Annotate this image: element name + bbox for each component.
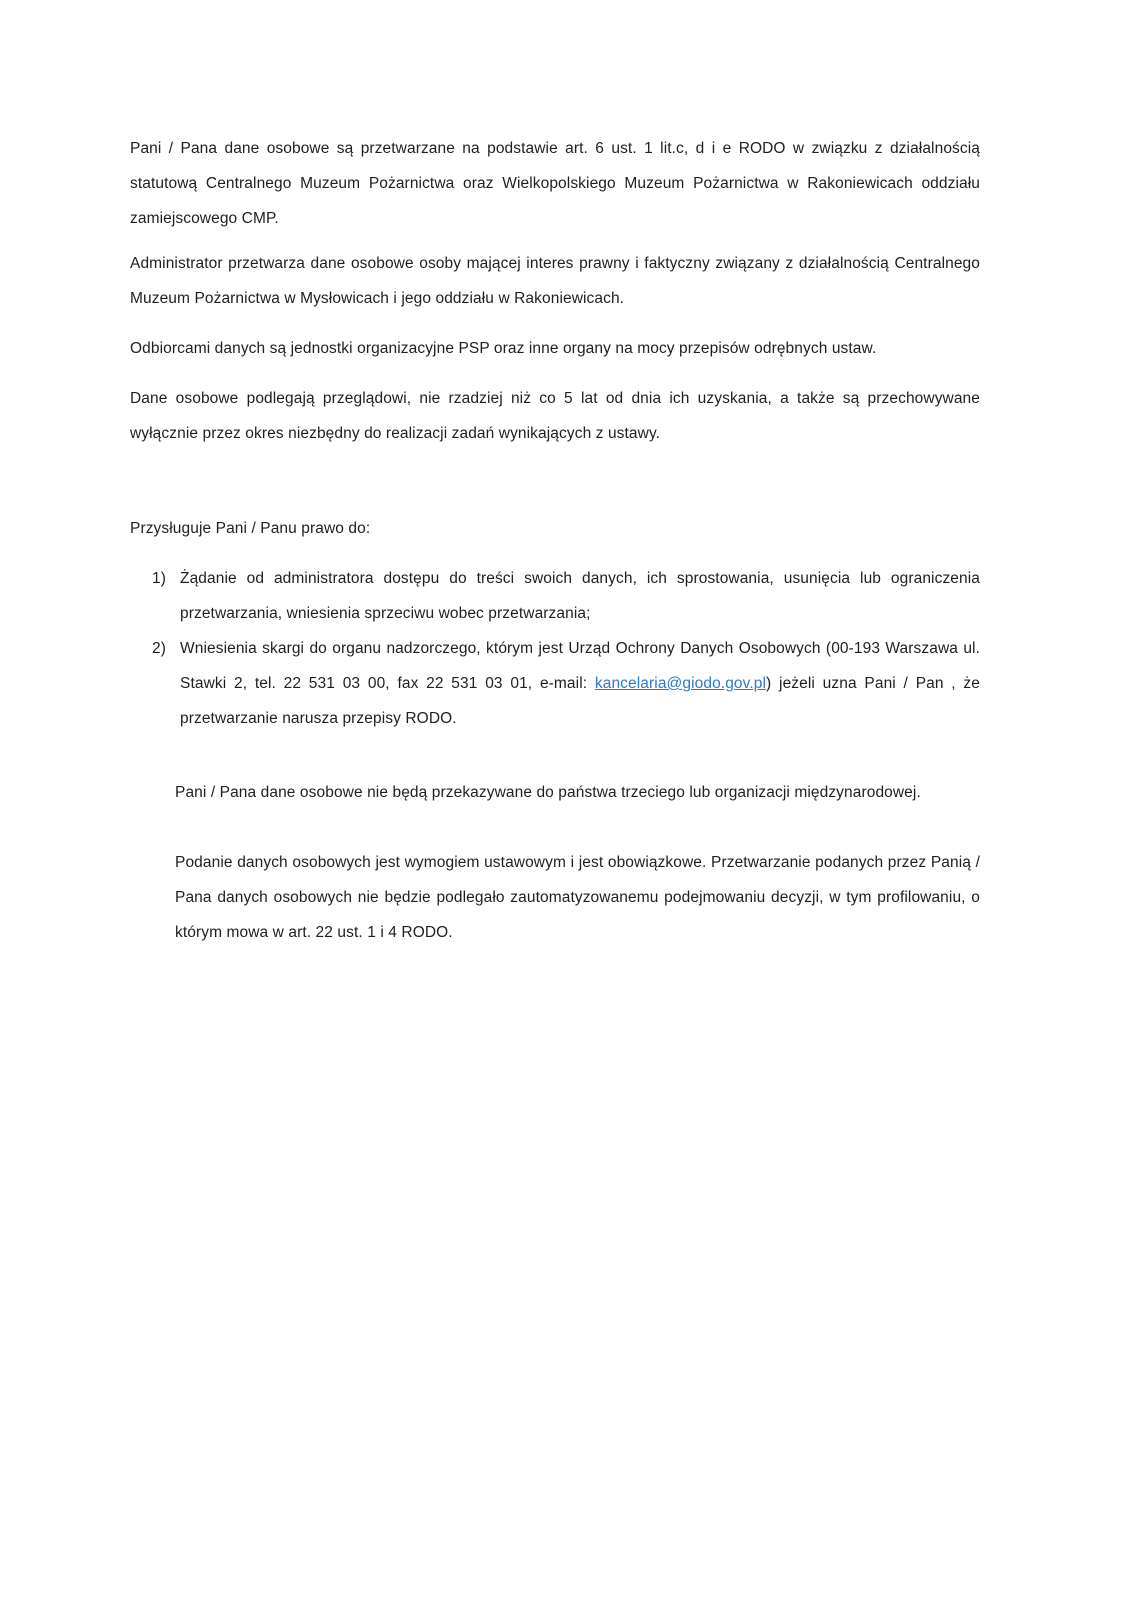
paragraph-administrator: Administrator przetwarza dane osobowe osoby mającej interes prawny i faktyczny związany z działalnością Centralnego Muzeum Pożarnictwa w Mysłowicach i jego oddziału w Rakoniewicach. bbox=[130, 255, 980, 307]
paragraph-no-third-country-transfer: Pani / Pana dane osobowe nie będą przekazywane do państwa trzeciego lub organizacji międzynarodowej. bbox=[175, 784, 921, 801]
paragraph-mandatory-provision: Podanie danych osobowych jest wymogiem ustawowym i jest obowiązkowe. Przetwarzanie podanych przez Panią / Pana danych osobowych nie będzie podlegało zautomatyzowanemu podejmowaniu decyzji, w tym profilowaniu, o którym mowa w art. 22 ust. 1 i 4 RODO. bbox=[175, 854, 980, 941]
rights-intro: Przysługuje Pani / Panu prawo do: bbox=[130, 520, 371, 537]
list-item-2 bbox=[130, 631, 980, 736]
rights-list bbox=[130, 561, 980, 736]
list-number-1: 1) bbox=[152, 570, 166, 587]
list-item-2-text-before-link: Wniesienia skargi do organu nadzorczego, którym jest Urząd Ochrony Danych Osobowych (00-193 Warszawa ul. Stawki 2, tel. 22 531 03 00, fax 22 531 03 01, e-mail: bbox=[180, 640, 980, 692]
list-item-2-text bbox=[180, 631, 980, 736]
list-item-1 bbox=[130, 561, 980, 631]
list-item-1-text: Żądanie od administratora dostępu do treści swoich danych, ich sprostowania, usunięcia lub ograniczenia przetwarzania, wniesienia sprzeciwu wobec przetwarzania; bbox=[180, 570, 980, 622]
document-content bbox=[130, 131, 980, 950]
list-item-2-text-after-link: ) jeżeli uzna Pani / Pan , że przetwarzanie narusza przepisy RODO. bbox=[180, 675, 981, 727]
list-number-2: 2) bbox=[152, 640, 166, 657]
paragraph-legal-basis: Pani / Pana dane osobowe są przetwarzane na podstawie art. 6 ust. 1 lit.c, d i e RODO w związku z działalnością statutową Centralnego Muzeum Pożarnictwa oraz Wielkopolskiego Muzeum Pożarnictwa w Rakoniewicach oddziału zamiejscowego CMP. bbox=[130, 140, 980, 227]
paragraph-recipients: Odbiorcami danych są jednostki organizacyjne PSP oraz inne organy na mocy przepisów odrębnych ustaw. bbox=[130, 340, 877, 357]
paragraph-retention: Dane osobowe podlegają przeglądowi, nie rzadziej niż co 5 lat od dnia ich uzyskania, a także są przechowywane wyłącznie przez okres niezbędny do realizacji zadań wynikających z ustawy. bbox=[130, 390, 980, 442]
email-link[interactable]: kancelaria@giodo.gov.pl bbox=[594, 675, 767, 692]
